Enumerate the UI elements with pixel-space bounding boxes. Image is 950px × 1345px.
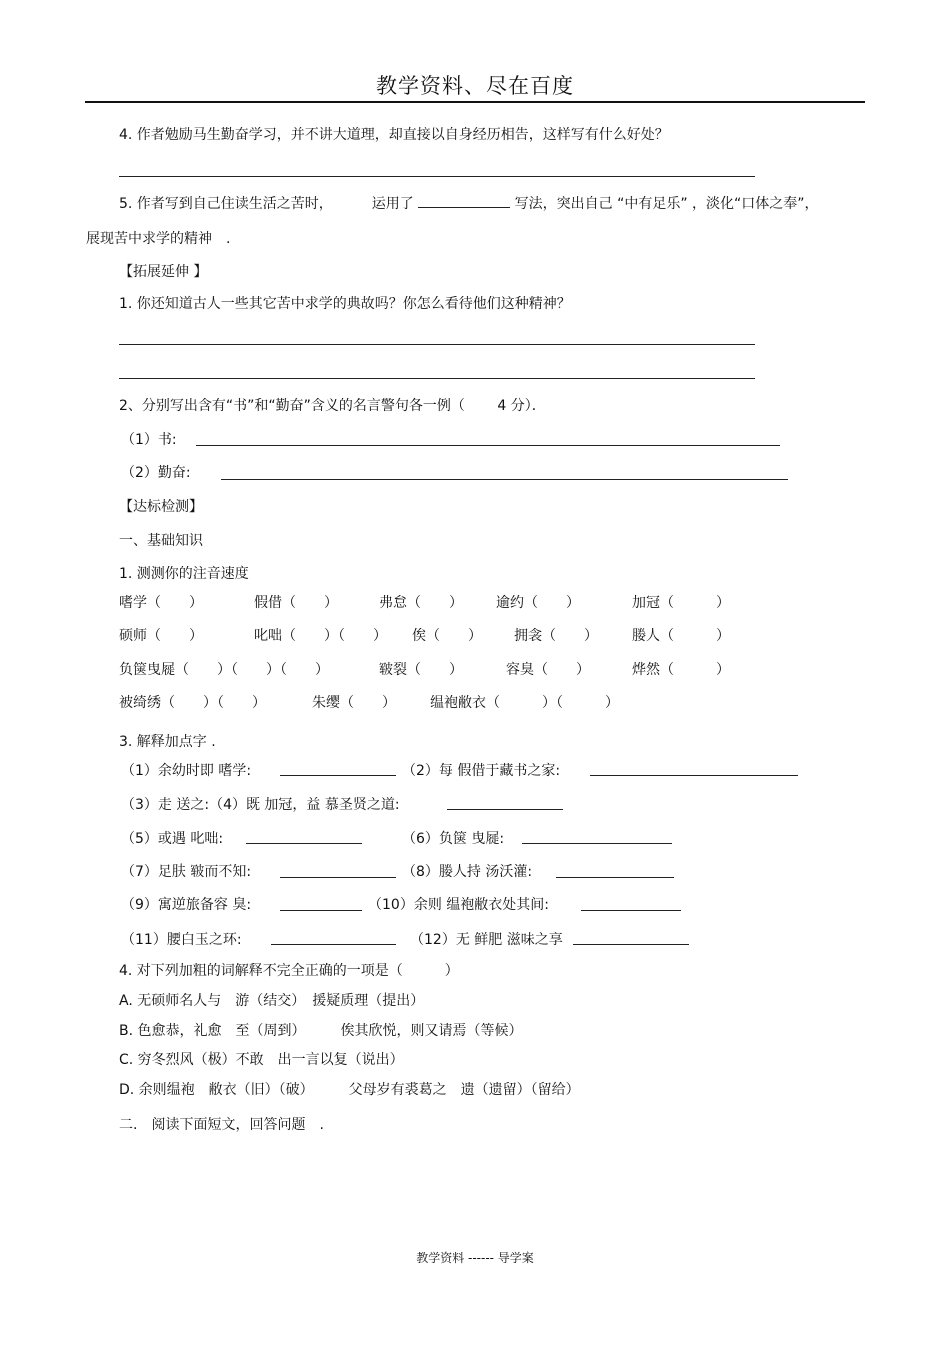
extend-question-1: 1. 你还知道古人一些其它苦中求学的典故吗？你怎么看待他们这种精神？	[119, 296, 571, 312]
mcq-option-a[interactable]: A. 无硕师名人与 游（结交） 援疑质理（提出）	[119, 993, 425, 1009]
mcq-option-c[interactable]: C. 穷冬烈风（极）不敢 出一言以复（说出）	[119, 1052, 404, 1068]
pinyin-item: 皲裂（ ）	[379, 662, 463, 678]
q5-part3: 写法，突出自己 “中有足乐” ，淡化“口体之奉”，	[514, 196, 819, 212]
pinyin-item: 烨然（ ）	[632, 662, 730, 678]
q2-diligence-line[interactable]	[221, 479, 788, 480]
mcq-option-b[interactable]: B. 色愈恭，礼愈 至（周到） 俟其欣悦，则又请焉（等候）	[119, 1023, 523, 1039]
pinyin-item: 逾约（ ）	[496, 595, 580, 611]
reading-heading: 二. 阅读下面短文，回答问题 .	[119, 1117, 324, 1133]
pinyin-title: 1. 测测你的注音速度	[119, 566, 249, 582]
pinyin-item: 朱缨（ ）	[312, 695, 396, 711]
pinyin-item: 媵人（ ）	[632, 628, 730, 644]
pinyin-item: 弗怠（ ）	[379, 595, 463, 611]
explain-item: （12）无 鲜肥 滋味之享	[410, 932, 563, 948]
explain-blank[interactable]	[280, 910, 362, 911]
pinyin-item: 加冠（ ）	[632, 595, 730, 611]
explain-item: （6）负箧 曳屣:	[402, 831, 505, 847]
answer-line[interactable]	[119, 344, 755, 345]
explain-blank[interactable]	[522, 843, 672, 844]
mcq-title: 4. 对下列加粗的词解释不完全正确的一项是（ ）	[119, 963, 459, 979]
explain-blank[interactable]	[280, 775, 396, 776]
explain-blank[interactable]	[246, 843, 362, 844]
explain-title: 3. 解释加点字 .	[119, 734, 216, 750]
q5-continued: 展现苦中求学的精神 .	[86, 231, 231, 247]
explain-item: （7）足肤 皲而不知:	[121, 864, 252, 880]
explain-item: （10）余则 缊袍敝衣处其间:	[368, 897, 549, 913]
explain-blank[interactable]	[271, 944, 396, 945]
explain-blank[interactable]	[447, 809, 563, 810]
pinyin-item: 假借（ ）	[254, 595, 338, 611]
header-rule	[85, 101, 865, 103]
pinyin-item: 俟（ ）	[412, 628, 482, 644]
pinyin-item: 容臭（ ）	[506, 662, 590, 678]
check-heading: 【达标检测】	[119, 499, 203, 515]
explain-blank[interactable]	[590, 775, 798, 776]
explain-blank[interactable]	[556, 877, 674, 878]
explain-blank[interactable]	[573, 944, 689, 945]
explain-item: （1）余幼时即 嗜学:	[121, 763, 252, 779]
explain-blank[interactable]	[581, 910, 681, 911]
explain-item: （8）媵人持 汤沃灌:	[402, 864, 533, 880]
explain-item: （5）或遇 叱咄:	[121, 831, 224, 847]
pinyin-item: 嗜学（ ）	[119, 595, 203, 611]
page-footer: 教学资料 ------ 导学案	[416, 1251, 534, 1265]
answer-line[interactable]	[119, 176, 755, 177]
pinyin-item: 拥衾（ ）	[514, 628, 598, 644]
basic-heading: 一、基础知识	[119, 533, 203, 549]
pinyin-item: 叱咄（ ）（ ）	[254, 628, 387, 644]
q2-diligence-label: （2）勤奋:	[121, 465, 191, 481]
explain-item: （3）走 送之:（4）既 加冠，益 慕圣贤之道:	[121, 797, 400, 813]
explain-blank[interactable]	[280, 877, 396, 878]
explain-item: （2）每 假借于藏书之家:	[402, 763, 561, 779]
pinyin-item: 缊袍敝衣（ ）（ ）	[430, 695, 619, 711]
q5-part2: 运用了	[371, 196, 414, 212]
q2-book-line[interactable]	[196, 445, 780, 446]
mcq-option-d[interactable]: D. 余则缊袍 敝衣（旧）（破） 父母岁有裘葛之 遗（遗留）（留给）	[119, 1082, 580, 1098]
question-4: 4. 作者勉励马生勤奋学习，并不讲大道理，却直接以自身经历相告，这样写有什么好处？	[119, 127, 669, 143]
pinyin-item: 被绮绣（ ）（ ）	[119, 695, 266, 711]
question-5	[119, 193, 819, 213]
extend-question-2: 2、分别写出含有“书”和“勤奋”含义的名言警句各一例（ 4 分）．	[119, 398, 546, 414]
pinyin-item: 硕师（ ）	[119, 628, 203, 644]
explain-item: （11）腰白玉之环:	[121, 932, 242, 948]
pinyin-item: 负箧曳屣（ ）（ ）（ ）	[119, 662, 329, 678]
extend-heading: 【拓展延伸 】	[119, 264, 208, 280]
q2-book-label: （1）书:	[121, 432, 177, 448]
answer-line[interactable]	[119, 378, 755, 379]
page-header-title: 教学资料、尽在百度	[376, 74, 574, 98]
q5-part1: 5. 作者写到自己住读生活之苦时，	[119, 196, 333, 212]
q5-blank[interactable]	[418, 193, 510, 208]
explain-item: （9）寓逆旅备容 臭:	[121, 897, 252, 913]
